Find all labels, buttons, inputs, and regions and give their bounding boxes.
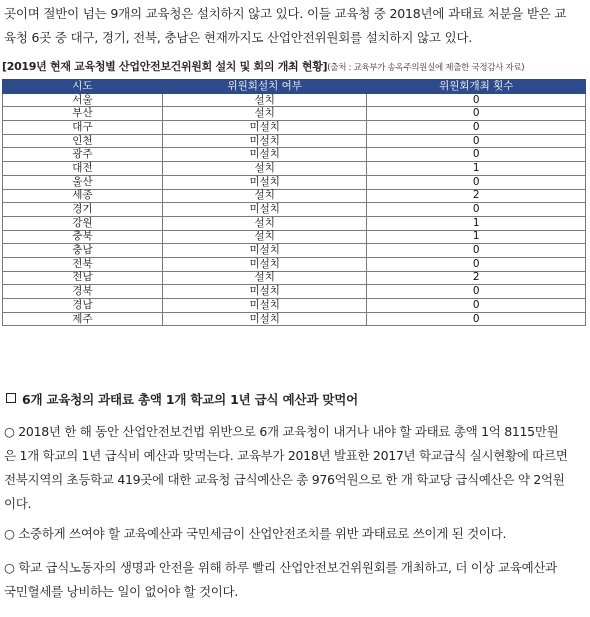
cell-meeting-count: 0 [367, 148, 586, 162]
caption-title: [2019년 현재 교육청별 산업안전보건위원회 설치 및 회의 개최 현황] [2, 60, 328, 73]
header-region: 시도 [3, 80, 163, 94]
cell-region: 울산 [3, 175, 163, 189]
cell-meeting-count: 0 [367, 121, 586, 135]
committee-status-table [2, 79, 586, 326]
cell-region: 경북 [3, 285, 163, 299]
cell-installed: 미설치 [162, 312, 367, 326]
cell-region: 부산 [3, 107, 163, 121]
section-heading [6, 390, 358, 408]
cell-meeting-count: 0 [367, 257, 586, 271]
cell-installed: 미설치 [162, 121, 367, 135]
table-row [3, 162, 586, 176]
table-row [3, 134, 586, 148]
body-paragraph-2 [4, 522, 588, 546]
cell-meeting-count: 1 [367, 162, 586, 176]
cell-meeting-count: 0 [367, 244, 586, 258]
cell-installed: 미설치 [162, 285, 367, 299]
cell-region: 대구 [3, 121, 163, 135]
table-row [3, 230, 586, 244]
cell-installed: 설치 [162, 107, 367, 121]
cell-meeting-count: 0 [367, 299, 586, 313]
cell-meeting-count: 0 [367, 134, 586, 148]
cell-region: 광주 [3, 148, 163, 162]
table-caption [2, 58, 524, 74]
body-line: 전북지역의 초등학교 419곳에 대한 교육청 급식예산은 총 976억원으로 한 개 학교당 급식예산은 약 2억원 [4, 472, 565, 487]
table-row [3, 216, 586, 230]
body-line: 이다. [4, 496, 32, 511]
table-row [3, 312, 586, 326]
table-header-row [3, 80, 586, 94]
cell-installed: 미설치 [162, 299, 367, 313]
table-row [3, 271, 586, 285]
cell-installed: 미설치 [162, 257, 367, 271]
cell-installed: 미설치 [162, 134, 367, 148]
cell-installed: 설치 [162, 230, 367, 244]
section-heading-text: 6개 교육청의 과태료 총액 1개 학교의 1년 급식 예산과 맞먹어 [22, 392, 358, 407]
table-row [3, 148, 586, 162]
cell-region: 경남 [3, 299, 163, 313]
cell-meeting-count: 0 [367, 203, 586, 217]
body-paragraph-1 [4, 420, 588, 516]
cell-region: 경기 [3, 203, 163, 217]
cell-installed: 미설치 [162, 175, 367, 189]
cell-region: 충남 [3, 244, 163, 258]
cell-installed: 설치 [162, 93, 367, 107]
cell-meeting-count: 0 [367, 175, 586, 189]
cell-meeting-count: 0 [367, 107, 586, 121]
cell-meeting-count: 0 [367, 93, 586, 107]
table-row [3, 203, 586, 217]
header-installed: 위원회설치 여부 [162, 80, 367, 94]
table-row [3, 189, 586, 203]
checkbox-bullet-icon [6, 393, 16, 403]
cell-region: 전북 [3, 257, 163, 271]
cell-installed: 설치 [162, 271, 367, 285]
table-row [3, 285, 586, 299]
cell-meeting-count: 1 [367, 216, 586, 230]
cell-region: 대전 [3, 162, 163, 176]
cell-installed: 미설치 [162, 148, 367, 162]
caption-source: (출처 : 교육부가 송옥주의원실에 제출한 국정감사 자료) [327, 63, 525, 73]
table-row [3, 93, 586, 107]
table-row [3, 175, 586, 189]
cell-installed: 설치 [162, 162, 367, 176]
cell-installed: 미설치 [162, 203, 367, 217]
cell-installed: 설치 [162, 189, 367, 203]
cell-meeting-count: 0 [367, 285, 586, 299]
table-row [3, 244, 586, 258]
header-meeting-count: 위원회개최 횟수 [367, 80, 586, 94]
body-line: 국민혈세를 낭비하는 일이 없어야 할 것이다. [4, 584, 238, 599]
cell-meeting-count: 2 [367, 189, 586, 203]
cell-region: 강원 [3, 216, 163, 230]
intro-paragraph [4, 2, 586, 50]
cell-region: 전남 [3, 271, 163, 285]
table-row [3, 121, 586, 135]
intro-line-1: 곳이며 절반이 넘는 9개의 교육청은 설치하지 않고 있다. 이들 교육청 중 2018년에 과태료 처분을 받은 교 [4, 6, 567, 21]
cell-region: 충북 [3, 230, 163, 244]
body-line: 은 1개 학교의 1년 급식비 예산과 맞먹는다. 교육부가 2018년 발표한 2017년 학교급식 실시현황에 따르면 [4, 448, 568, 463]
table-row [3, 107, 586, 121]
intro-line-2: 육청 6곳 중 대구, 경기, 전북, 충남은 현재까지도 산업안전위원회를 설치하지 않고 있다. [4, 30, 473, 45]
cell-installed: 미설치 [162, 244, 367, 258]
cell-installed: 설치 [162, 216, 367, 230]
cell-region: 제주 [3, 312, 163, 326]
table-row [3, 299, 586, 313]
cell-meeting-count: 2 [367, 271, 586, 285]
table-body [3, 93, 586, 326]
cell-region: 세종 [3, 189, 163, 203]
cell-meeting-count: 1 [367, 230, 586, 244]
body-line: ○ 학교 급식노동자의 생명과 안전을 위해 하루 빨리 산업안전보건위원회를 개최하고, 더 이상 교육예산과 [4, 560, 557, 575]
cell-meeting-count: 0 [367, 312, 586, 326]
cell-region: 서울 [3, 93, 163, 107]
body-line: ○ 소중하게 쓰여야 할 교육예산과 국민세금이 산업안전조치를 위반 과태료로 쓰이게 된 것이다. [4, 526, 507, 541]
cell-region: 인천 [3, 134, 163, 148]
body-paragraph-3 [4, 556, 588, 604]
table-row [3, 257, 586, 271]
body-line: ○ 2018년 한 해 동안 산업안전보건법 위반으로 6개 교육청이 내거나 내야 할 과태료 총액 1억 8115만원 [4, 424, 559, 439]
